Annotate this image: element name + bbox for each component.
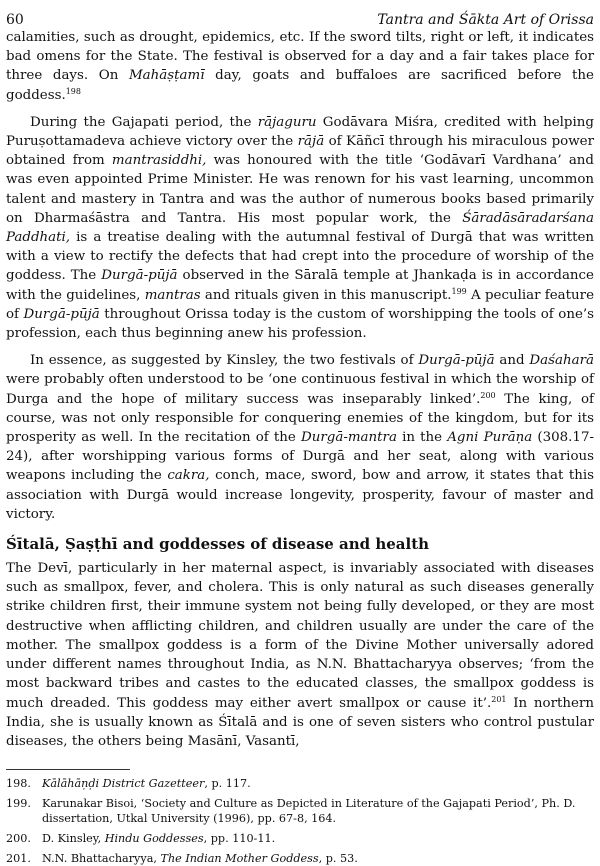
footnote-text [42,776,594,791]
text-run: A peculiar feature of [6,287,594,322]
page-number: 60 [6,12,24,28]
paragraph-3 [6,351,594,524]
footnote-text: Karunakar Bisoi, ‘Society and Culture as Depicted in Literature of the Gajapati Period’, Ph. D. dissertation, Utkal University (1996), pp. 67-8, 164. [42,797,576,826]
footnote-number: 200. [6,832,31,846]
italic-term: Daśaharā [529,353,594,369]
text-run: is a treatise dealing with the autumnal festival of Durgā that was written with a view to rectify the defects that had crept into the procedure of worship of the goddess. The [6,230,594,284]
text-run: day, goats and buffaloes are sacrificed before the goddess. [6,68,594,103]
italic-term: cakra, [167,468,210,484]
running-head [6,0,594,28]
italic-term: mantrasiddhi, [111,153,207,169]
footnote-divider [6,769,130,770]
paragraph-2 [6,113,594,343]
text-run: N.N. Bhattacharyya, [42,852,161,866]
paragraph-1 [6,28,594,105]
text-run: and [494,353,530,369]
text-run: Godāvara Miśra, credited with helping Puruṣottamadeva achieve victory over the [6,114,594,150]
italic-term: rājā [297,134,325,150]
footnote-text [42,851,594,866]
italic-title: Hindu Goddesses [104,832,204,846]
footnote-number: 199. [6,797,31,811]
text-run: In northern India, she is usually known as Śītalā and is one of seven sisters who control pustular diseases, the others being Masānī, Vasantī, [6,695,594,749]
italic-term: mantras [144,287,201,303]
footnote-198 [6,776,594,791]
text-run: throughout Orissa today is the custom of worshipping the tools of one’s profession, each thus beginning anew his profession. [6,306,594,342]
italic-term: rājaguru [257,114,317,130]
italic-term: Mahāṣṭamī [128,68,205,84]
footnote-text [42,831,594,846]
text-run: was honoured with the title ‘Godāvarī Vardhana’ and was even appointed Prime Minister. He was renown for his vast learning, uncommon talent and mastery in Tantra and was the author of numerous books based primarily on Dharmaśāstra and Tantra. His most popular work, the [6,153,594,226]
text-run: , pp. 110-11. [203,832,276,846]
text-run: were probably often understood to be ‘one continuous festival in which the worship of Durga and the hope of military success was inseparably linked’. [6,372,594,407]
running-title: Tantra and Śākta Art of Orissa [377,12,594,28]
italic-title: Agni Purāṇa [447,430,533,446]
footnote-ref[interactable]: 200 [480,390,496,400]
footnote-ref[interactable]: 198 [65,86,81,96]
footnote-ref[interactable]: 201 [491,694,507,704]
text-run: of Kāñcī through his miraculous power obtained from [6,134,594,169]
text-run: The Devī, particularly in her maternal aspect, is invariably associated with diseases such as smallpox, fever, and cholera. This is only natural as such diseases generally strike children first, their immune system not being fully developed, or they are most destructive when afflicting children, and children usually are under the care of the mother. The smallpox goddess is a form of the Divine Mother universally adored under different names throughout India, as N.N. Bhattacharyya observes; ‘from the most backward tribes and castes to the educated classes, the smallpox goddess is much dreaded. This goddess may either avert smallpox or cause it’. [6,561,594,711]
italic-title: Śāradāsāradarśana Paddhati, [6,210,594,246]
italic-title: The Indian Mother Goddess [160,852,319,866]
italic-title: Kālāhāṇḍi District Gazetteer [42,777,205,791]
text-run: in the [396,430,448,446]
italic-term: Durgā-pūjā [23,306,100,322]
text-run: observed in the Sāralā temple at Jhankaḍa is in accordance with the guidelines, [6,268,594,303]
text-run: In essence, as suggested by Kinsley, the two festivals of [30,353,419,369]
italic-term: Durgā-pūjā [101,268,178,284]
text-run: (308.17-24), after worshipping various forms of Durgā and her seat, along with various weapons including the [6,430,594,484]
text-run: conch, mace, sword, bow and arrow, it states that this association with Durgā would increase longevity, prosperity, favour of master and victory. [6,468,595,522]
footnote-number: 201. [6,852,31,866]
text-run: During the Gajapati period, the [30,114,258,130]
text-run: , p. 53. [318,852,358,866]
footnote-201 [6,851,594,866]
italic-term: Durgā-mantra [301,430,397,446]
text-run: , p. 117. [204,777,251,791]
text-run: D. Kinsley, [42,832,105,846]
italic-term: Durgā-pūjā [418,353,495,369]
text-run: The king, of course, was not only responsible for conquering enemies of the kingdom, but for its prosperity as well. In the recitation of the [6,391,594,446]
footnote-ref[interactable]: 199 [451,286,467,296]
footnote-200 [6,831,594,846]
section-heading: Śītalā, Ṣaṣṭhī and goddesses of disease and health [6,535,430,554]
footnote-number: 198. [6,777,31,791]
paragraph-4 [6,559,594,751]
text-run: and rituals given in this manuscript. [200,287,452,303]
text-run: calamities, such as drought, epidemics, etc. If the sword tilts, right or left, it indicates bad omens for the State. The festival is observed for a day and a fair takes place for three days. On [6,30,594,84]
footnote-199 [6,796,594,826]
